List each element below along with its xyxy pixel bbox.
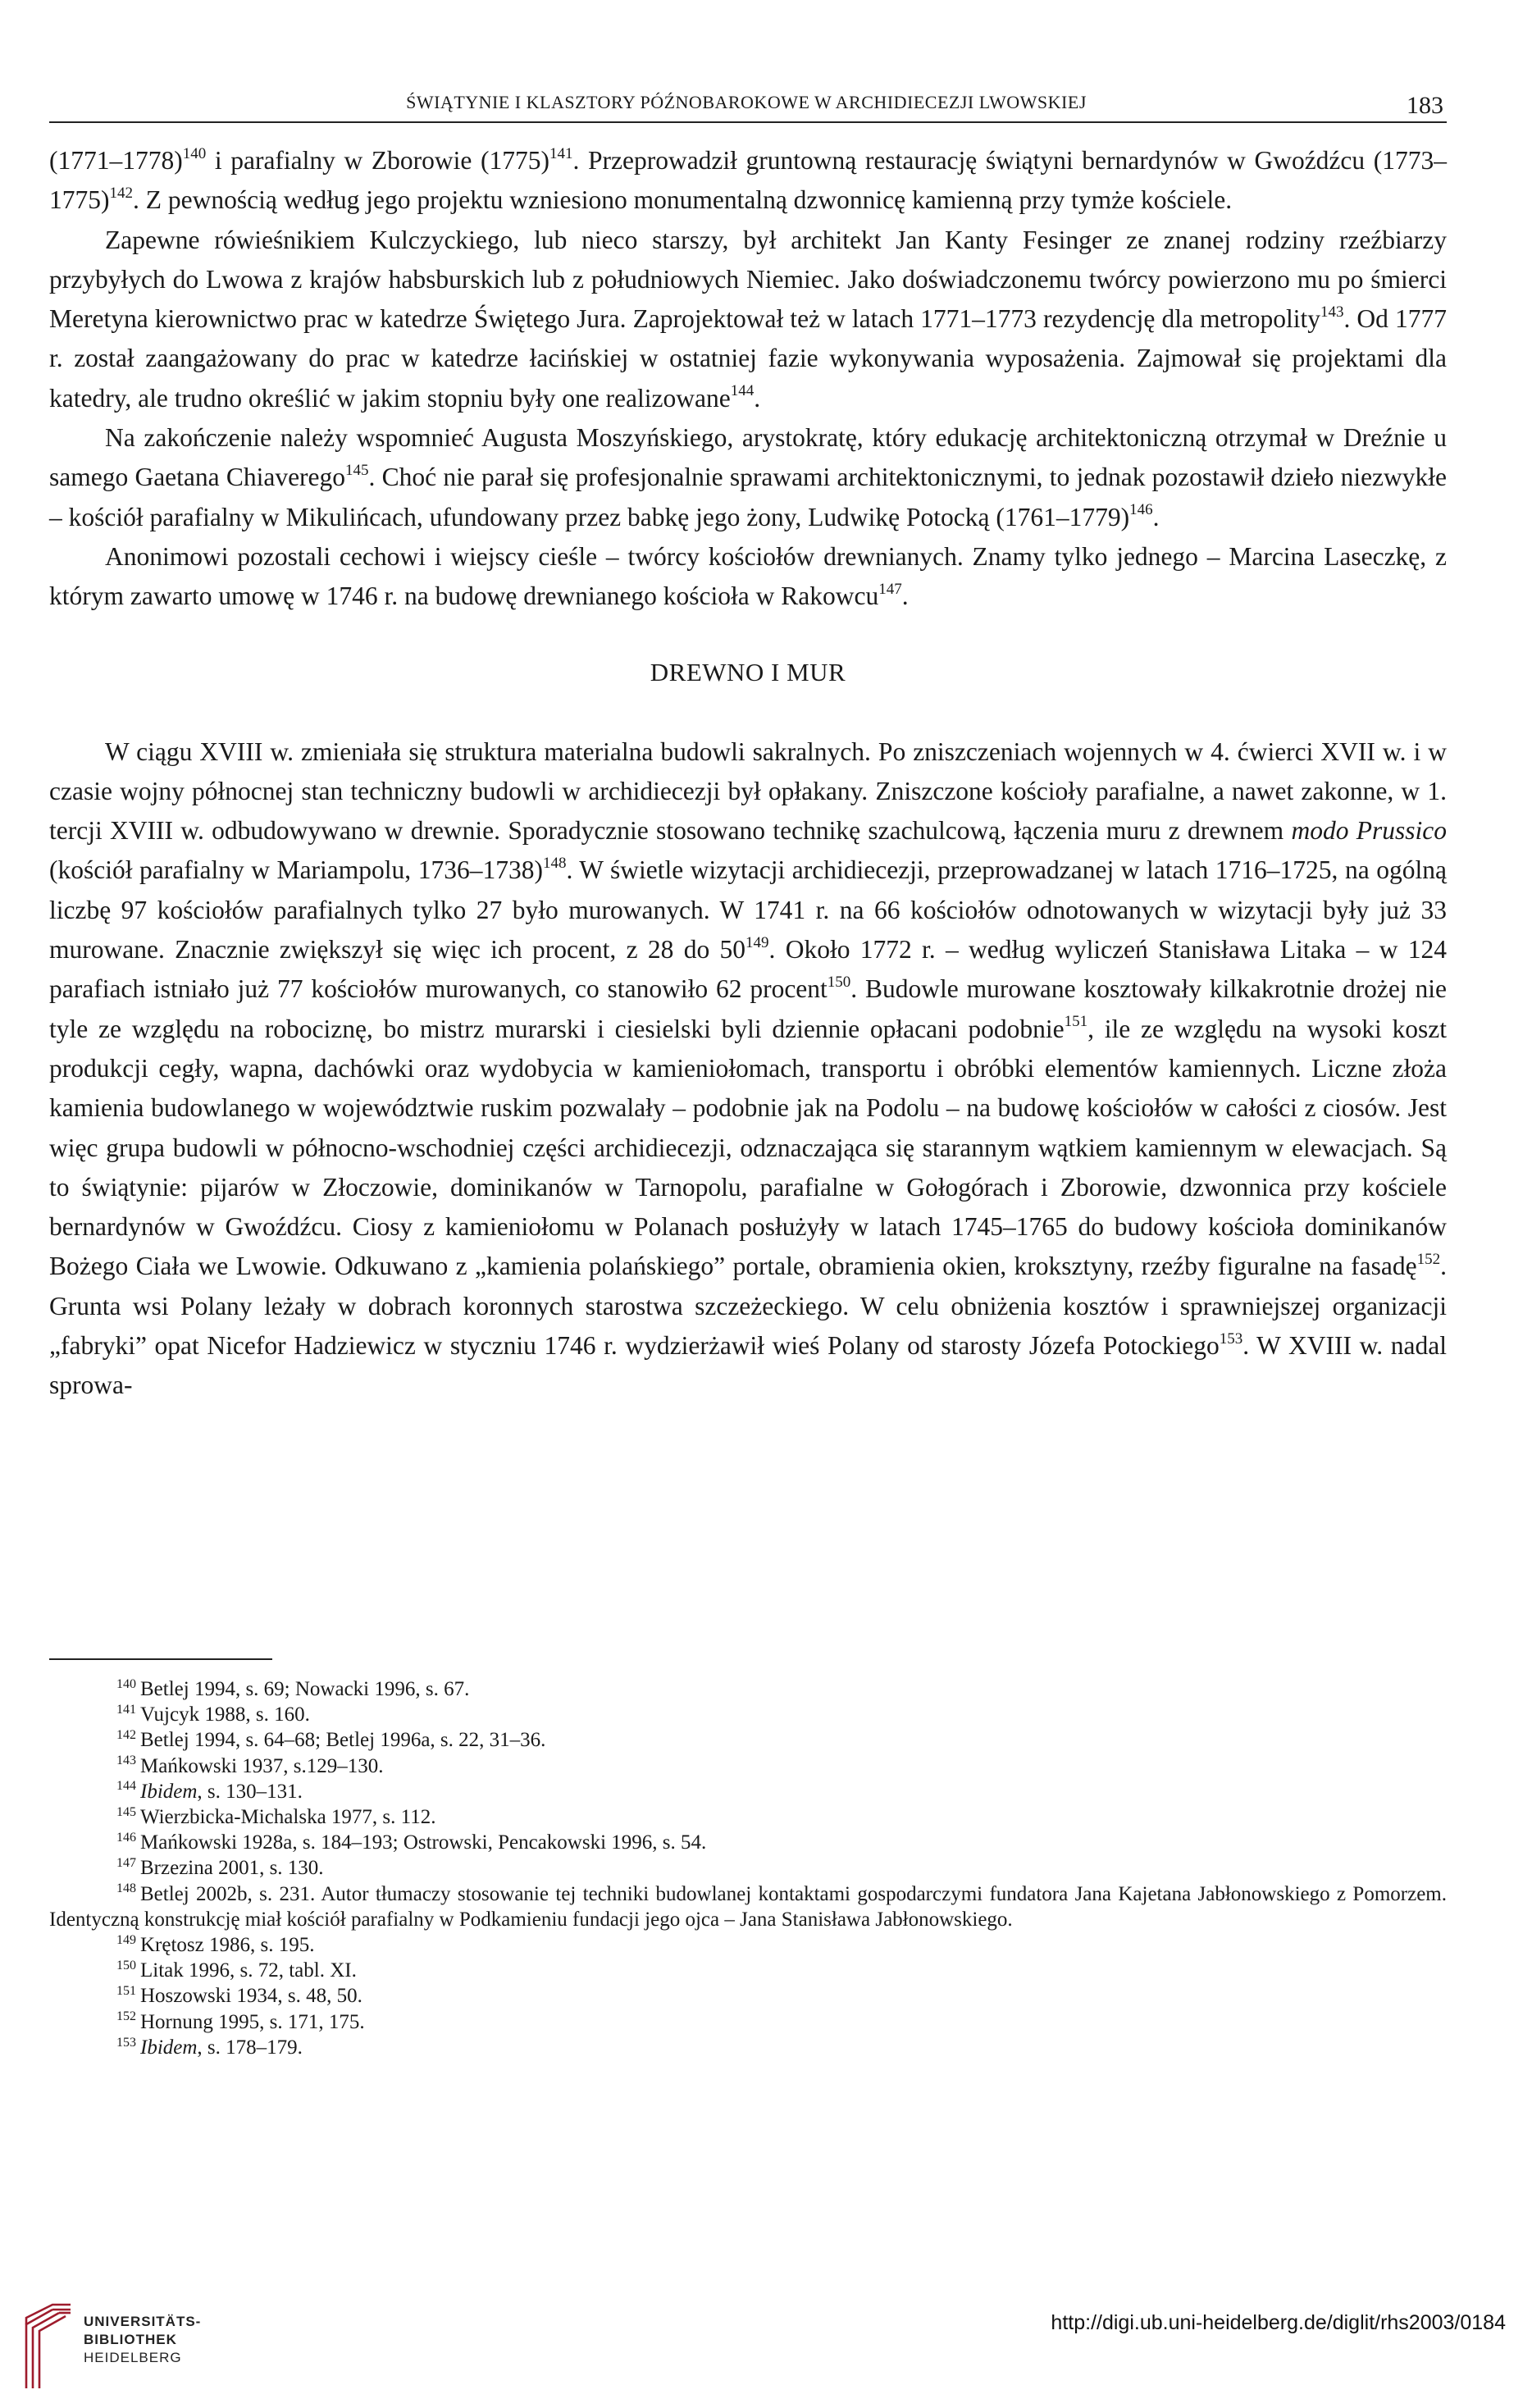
library-name-line: BIBLIOTHEK [84,2332,177,2347]
text-run: i parafialny w Zborowie (1775) [206,146,549,175]
footnote-italic: Ibidem [140,2036,198,2059]
library-name [84,2313,201,2367]
text-run: . [1152,502,1160,531]
footnote-ref[interactable]: 145 [345,461,369,479]
footnote-text: Hornung 1995, s. 171, 175. [140,2010,365,2033]
page-header [49,87,1443,120]
text-run: . Z pewnością według jego projektu wzniesiono monumentalną dzwonnicę kamienną przy tymże kościele. [133,185,1233,215]
running-head: ŚWIĄTYNIE I KLASZTORY PÓŹNOBAROKOWE W ARCHIDIECEZJI LWOWSKIEJ [406,92,1087,112]
footnote [49,1779,1447,1804]
footnote-ref[interactable]: 151 [1064,1013,1088,1031]
footnote-ref[interactable]: 141 [549,144,573,162]
footnote [49,1830,1447,1855]
text-run: Na zakończenie należy wspomnieć Augusta Moszyńskiego, arystokratę, który edukację architektoniczną otrzymał w Dreźnie u samego Gaetana Chiaverego [49,423,1447,492]
text-run: . Budowle murowane kosztowały kilkakrotnie drożej nie tyle ze względu na robociznę, bo mistrz murarski i ciesielski byli dziennie opłacani podobnie [49,974,1448,1043]
footnote-ref[interactable]: 144 [730,382,755,400]
text-run: . W XVIII w. nadal sprowa- [49,1331,1447,1400]
footnote-italic: Ibidem [140,1780,198,1803]
text-run: (kościół parafialny w Mariampolu, 1736–1738) [49,855,543,885]
text-run: . W świetle wizytacji archidiecezji, przeprowadzanej w latach 1716–1725, na ogólną liczbę 97 kościołów parafialnych tylko 27 było murowanych. W 1741 r. na 66 kościołów odnotowanych w wizytacji były już 33 murowane. Znacznie zwiększył się więc ich procent, z 28 do 50 [49,855,1447,965]
paragraph [49,141,1447,221]
footnote-number: 152 [116,2009,136,2024]
text-run: . Od 1777 r. został zaangażowany do prac w katedrze łacińskiej w ostatniej fazie wykonywania wyposażenia. Zajmował się projektami dla katedry, ale trudno określić w jakim stopniu były one realizowane [49,304,1447,413]
footnote-number: 144 [116,1779,136,1794]
footnote-text: Wierzbicka-Michalska 1977, s. 112. [140,1806,436,1829]
footnote-ref[interactable]: 147 [878,580,902,598]
paragraph [49,732,1447,1406]
paragraph [49,418,1447,537]
footnote-number: 143 [116,1754,136,1768]
footnote [49,1727,1447,1753]
page-number: 183 [1407,92,1443,119]
footnote-text: Mańkowski 1928a, s. 184–193; Ostrowski, Pencakowski 1996, s. 54. [140,1831,707,1854]
footnote-ref[interactable]: 149 [745,933,769,951]
text-run: . Grunta wsi Polany leżały w dobrach koronnych starostwa szczeżeckiego. W celu obniżenia kosztów i sprawniejszej organizacji „fabryki” opat Nicefor Hadziewicz w styczniu 1746 r. wydzierżawił wieś Polany od starosty Józefa Potockiego [49,1252,1447,1361]
footnote-number: 140 [116,1676,136,1691]
footnote-text: Litak 1996, s. 72, tabl. XI. [140,1959,357,1982]
source-url-link[interactable]: http://digi.ub.uni-heidelberg.de/diglit/rhs2003/0184 [1051,2311,1506,2334]
footnote-text: , s. 178–179. [197,2036,303,2059]
section-title: DREWNO I MUR [650,657,846,686]
footnote [49,1754,1447,1779]
text-run: . Około 1772 r. – według wyliczeń Stanisława Litaka – w 124 parafiach istniało już 77 kościołów murowanych, co stanowiło 62 procent [49,935,1447,1004]
footnote-text: Krętosz 1986, s. 195. [140,1934,315,1957]
text-run: , ile ze względu na wysoki koszt produkcji cegły, wapna, dachówki oraz wydobycia w kamieniołomach, transportu i obróbki elementów kamiennych. Liczne złoża kamienia budowlanego w województwie ruskim pozwalały – podobnie jak na Podolu – na budowę kościołów w całości z ciosów. Jest więc grupa budowli w północno-wschodniej części archidiecezji, odznaczająca się starannym wątkiem kamiennym w elewacjach. Są to świątynie: pijarów w Złoczowie, dominikanów w Tarnopolu, parafialne w Gołogórach i Zborowie, dzwonnica przy kościele bernardynów w Gwoźdźcu. Ciosy z kamieniołomu w Polanach posłużyły w latach 1745–1765 do budowy kościoła dominikanów Bożego Ciała we Lwowie. Odkuwano z „kamienia polańskiego” portale, obramienia okien, kroksztyny, rzeźby figuralne na fasadę [49,1014,1447,1281]
paragraph [49,537,1447,617]
page-footer [0,2280,1532,2408]
footnote-number: 151 [116,1984,136,1999]
library-name-line: HEIDELBERG [84,2350,182,2365]
footnote-ref[interactable]: 153 [1219,1329,1243,1348]
library-name-line: UNIVERSITÄTS- [84,2314,202,2329]
footnote-text: Vujcyk 1988, s. 160. [140,1703,310,1726]
footnote-text: Betlej 2002b, s. 231. Autor tłumaczy stosowanie tej techniki budowlanej kontaktami gospodarczymi fundatora Jana Kajetana Jabłonowskiego z Pomorzem. Identyczną konstrukcję miał kościół parafialny w Podkamieniu fundacji jego ojca – Jana Stanisława Jabłonowskiego. [49,1882,1447,1931]
footnote [49,1932,1447,1958]
footnotes [49,1676,1447,2060]
footnote [49,1676,1447,1702]
footnote-number: 150 [116,1958,136,1972]
footnote [49,1958,1447,1983]
footnote-number: 142 [116,1728,136,1743]
footnote [49,2009,1447,2035]
library-logo-icon [20,2303,74,2392]
footnote-number: 148 [116,1881,136,1896]
footnote-number: 149 [116,1932,136,1947]
footnote-text: Brzezina 2001, s. 130. [140,1857,324,1880]
text-run: Anonimowi pozostali cechowi i wiejscy cieśle – twórcy kościołów drewnianych. Znamy tylko jednego – Marcina Laseczkę, z którym zawarto umowę w 1746 r. na budowę drewnianego kościoła w Rakowcu [49,541,1447,611]
footnote-number: 141 [116,1702,136,1717]
italic-term: modo Prussico [1291,816,1447,846]
text-run: . Przeprowadził gruntowną restaurację świątyni bernardynów w Gwoźdźcu (1773–1775) [49,146,1448,215]
footnote-rule [49,1658,272,1660]
footnote-ref[interactable]: 148 [542,854,567,872]
text-run: (1771–1778) [49,146,183,175]
footnote-number: 147 [116,1856,136,1871]
footnote-text: Hoszowski 1934, s. 48, 50. [140,1985,362,2008]
footnote-ref[interactable]: 150 [827,973,851,991]
text-run: . [901,581,909,611]
footnote-text: Mańkowski 1937, s.129–130. [140,1754,384,1777]
footnote-text: , s. 130–131. [197,1780,303,1803]
footnote-ref[interactable]: 140 [182,144,207,162]
footnote [49,1881,1447,1932]
footnote-number: 153 [116,2035,136,2050]
footnote [49,1855,1447,1881]
footnote-ref[interactable]: 146 [1129,501,1153,519]
text-run: W ciągu XVIII w. zmieniała się struktura materialna budowli sakralnych. Po zniszczeniach wojennych w 4. ćwierci XVII w. i w czasie wojny północnej stan techniczny budowli w archidiecezji był opłakany. Zniszczone kościoły parafialne, a nawet zakonne, w 1. tercji XVIII w. odbudowywano w drewnie. Sporadycznie stosowano technikę szachulcową, łączenia muru z drewnem [49,737,1447,846]
footnote-ref[interactable]: 142 [109,184,133,202]
footnote-text: Betlej 1994, s. 69; Nowacki 1996, s. 67. [140,1678,470,1700]
text-run: . [754,383,761,413]
footnote-text: Betlej 1994, s. 64–68; Betlej 1996a, s. 22, 31–36. [140,1729,546,1752]
footnote [49,1804,1447,1830]
main-text [49,141,1447,1406]
header-rule [49,121,1447,123]
paragraph [49,221,1447,418]
footnote [49,1702,1447,1727]
footnote [49,1983,1447,2009]
footnote-ref[interactable]: 152 [1416,1250,1441,1268]
footnote-ref[interactable]: 143 [1320,303,1344,321]
footnote [49,2035,1447,2060]
footnote-number: 146 [116,1830,136,1845]
footnote-number: 145 [116,1804,136,1819]
text-run: . Choć nie parał się profesjonalnie sprawami architektonicznymi, to jednak pozostawił dzieło niezwykłe – kościół parafialny w Mikulińcach, ufundowany przez babkę jego żony, Ludwikę Potocką (1761–1779) [49,463,1448,531]
text-run: Zapewne rówieśnikiem Kulczyckiego, lub nieco starszy, był architekt Jan Kanty Fesinger ze znanej rodziny rzeźbiarzy przybyłych do Lwowa z krajów habsburskich lub z południowych Niemiec. Jako doświadczonemu twórcy powierzono mu po śmierci Meretyna kierownictwo prac w katedrze Świętego Jura. Zaprojektował też w latach 1771–1773 rezydencję dla metropolity [49,225,1447,334]
